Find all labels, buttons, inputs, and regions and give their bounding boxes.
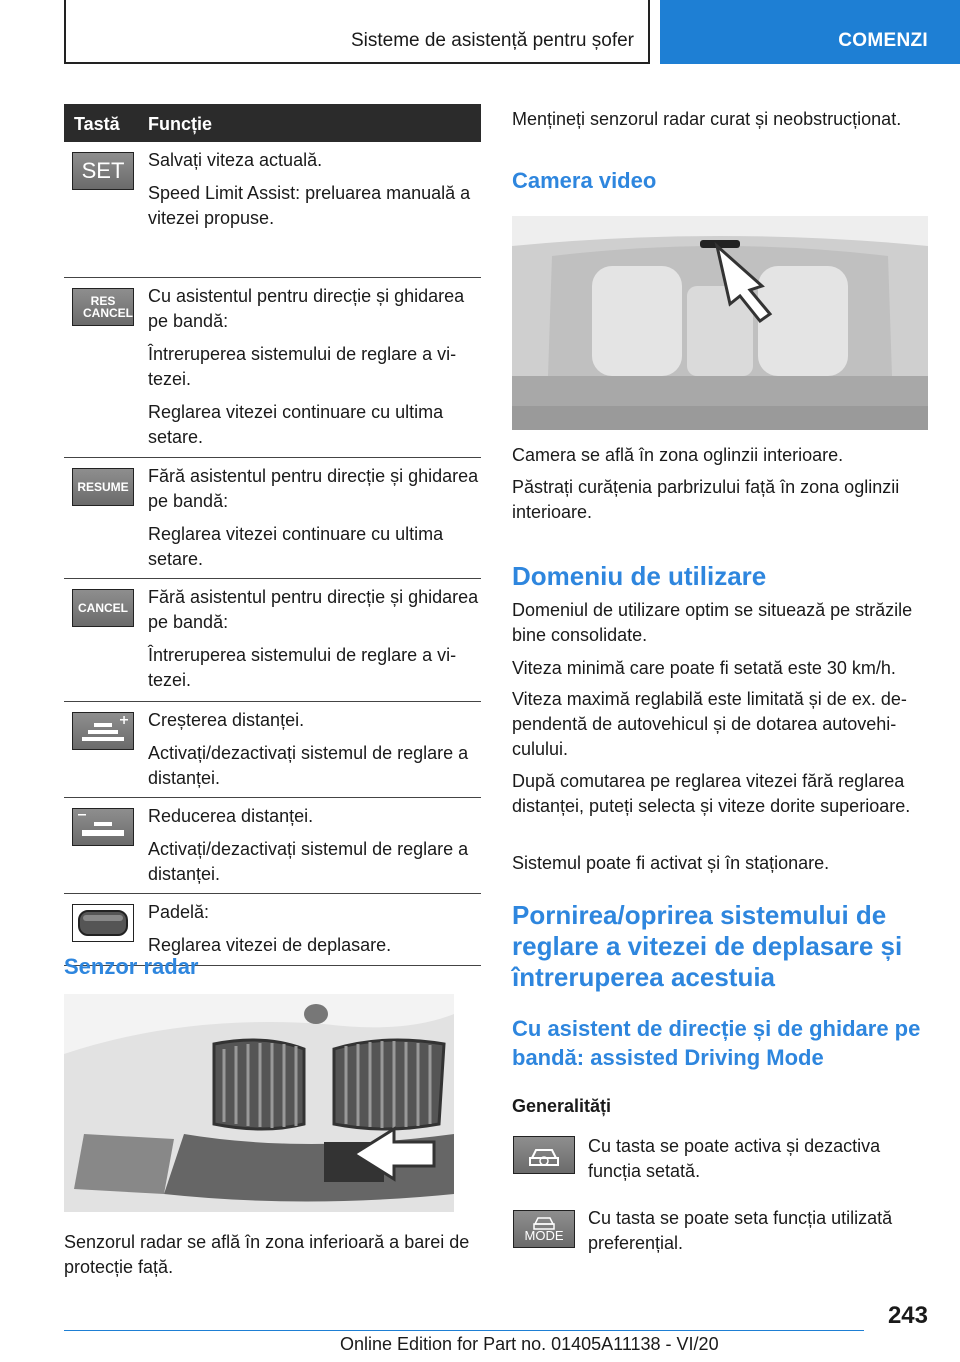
distance-decrease-key-icon	[72, 808, 134, 846]
onoff-heading: Pornirea/oprirea sistemului de reglare a vitezei de deplasare și întreruperea acestuia	[512, 900, 903, 992]
rocker-paddle-icon	[72, 904, 134, 942]
row-text: Reglarea vitezei continuare cu ultima setare.	[148, 402, 444, 447]
cancel-key-icon: CANCEL	[72, 589, 134, 627]
footer-divider	[64, 1330, 864, 1331]
row-text: Întreruperea sistemului de reglare a vitezei.	[148, 344, 457, 389]
camera-clean-text: Păstrați curățenia parbrizului față în zona oglinzii interioare.	[512, 477, 900, 522]
header-chapter-box	[660, 0, 960, 64]
row-text: Reglarea vitezei continuare cu ultima setare.	[148, 524, 444, 569]
header-section-box	[64, 0, 650, 64]
range-text-3: Viteza maximă reglabilă este limitată și de ex. dependentă de autovehicul și de dotarea autovehiculului.	[512, 689, 907, 759]
range-heading: Domeniu de utilizare	[512, 561, 767, 591]
set-key-icon: SET	[72, 152, 134, 190]
range-text-1: Domeniul de utilizare optim se situează pe străzile bine consolidate.	[512, 600, 913, 645]
radar-sensor-image	[64, 994, 454, 1212]
key1-description: Cu tasta se poate activa și dezactiva funcția setată.	[588, 1136, 881, 1181]
radar-keep-clean-text: Mențineți senzorul radar curat și neobstrucționat.	[512, 109, 902, 129]
row-text: Reducerea distanței.	[148, 806, 314, 826]
res-cancel-key-icon	[72, 288, 134, 326]
table-header	[64, 104, 481, 142]
col-key-header: Tastă	[74, 114, 120, 134]
row-text: Speed Limit Assist: preluarea manuală a vitezei propuse.	[148, 183, 471, 228]
row-text: Reglarea vitezei de deplasare.	[148, 935, 392, 955]
assist-heading: Cu asistent de direcție și de ghidare pe bandă: assisted Driving Mode	[512, 1016, 921, 1070]
left-column	[64, 104, 481, 966]
page-header	[0, 0, 960, 66]
range-text-2: Viteza minimă care poate fi setată este 30 km/h.	[512, 658, 896, 678]
assisted-driving-key-icon	[513, 1136, 575, 1174]
general-heading: Generalități	[512, 1096, 612, 1116]
row-text: Fără asistentul pentru direcție și ghidarea pe bandă:	[148, 587, 479, 632]
mode-key-icon	[513, 1210, 575, 1248]
table-row	[64, 278, 481, 458]
row-text: Creșterea distanței.	[148, 710, 305, 730]
camera-location-image	[512, 216, 928, 430]
edition-info: Online Edition for Part no. 01405A11138 - VI/20	[340, 1334, 719, 1354]
table-row	[64, 579, 481, 702]
res-cancel-label: RES CANCEL	[83, 294, 133, 320]
radar-heading: Senzor radar	[64, 954, 199, 979]
row-text: Salvați viteza actuală.	[148, 150, 323, 170]
table-row	[64, 142, 481, 278]
mode-key-label: MODE	[524, 1228, 564, 1243]
col-function-header: Funcție	[148, 114, 213, 134]
row-text: Fără asistentul pentru direcție și ghidarea pe bandă:	[148, 466, 479, 511]
table-row	[64, 458, 481, 579]
range-text-5: Sistemul poate fi activat și în staționare.	[512, 853, 830, 873]
row-text: Întreruperea sistemului de reglare a vitezei.	[148, 645, 457, 690]
table-row	[64, 798, 481, 894]
key2-description: Cu tasta se poate seta funcția utilizată preferențial.	[588, 1208, 893, 1253]
page-number: 243	[887, 1302, 928, 1329]
row-text: Cu asistentul pentru direcție și ghidarea pe bandă:	[148, 286, 465, 331]
camera-location-text: Camera se află în zona oglinzii interioare.	[512, 445, 844, 465]
row-text: Activați/dezactivați sistemul de reglare a distanței.	[148, 839, 469, 884]
row-text: Activați/dezactivați sistemul de reglare a distanței.	[148, 743, 469, 788]
chapter-title: COMENZI	[838, 30, 928, 51]
camera-heading: Camera video	[512, 168, 657, 193]
distance-increase-key-icon	[72, 712, 134, 750]
radar-caption: Senzorul radar se află în zona inferioară a barei de protecție față.	[64, 1232, 470, 1277]
resume-key-icon: RESUME	[72, 468, 134, 506]
section-title: Sisteme de asistență pentru șofer	[350, 30, 634, 51]
table-row	[64, 702, 481, 798]
range-text-4: După comutarea pe reglarea vitezei fără reglarea distanței, puteți selecta și viteze dorite superioare.	[512, 771, 911, 816]
row-text: Padelă:	[148, 902, 210, 922]
